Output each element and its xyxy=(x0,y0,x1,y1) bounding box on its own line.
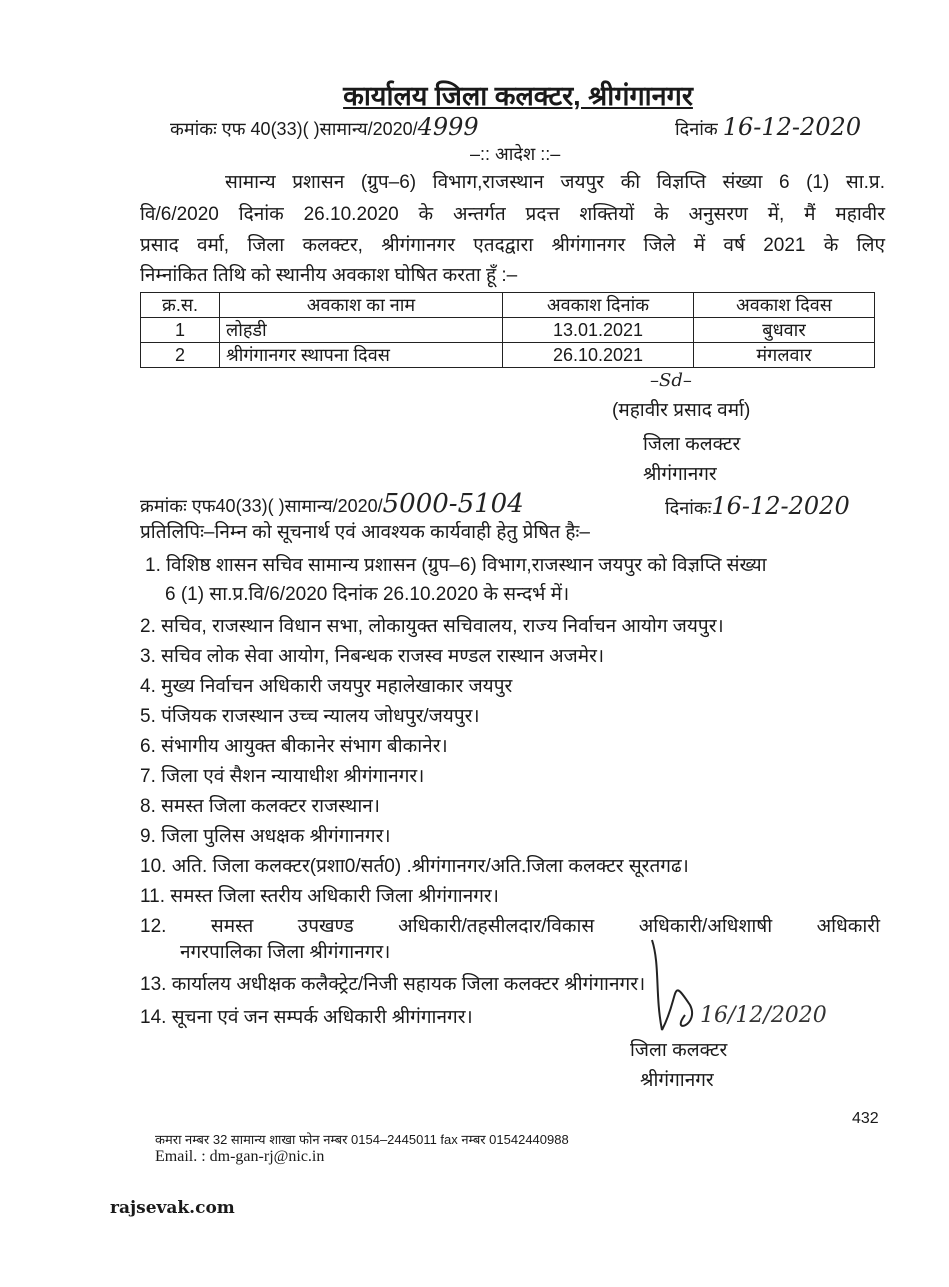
list-item: 12. समस्त उपखण्ड अधिकारी/तहसीलदार/विकास अधिकारी/अधिशाषी अधिकारी xyxy=(140,916,880,937)
copy-reference-handwritten: 5000-5104 xyxy=(382,489,524,519)
list-item: 14. सूचना एवं जन सम्पर्क अधिकारी श्रीगंगानगर। xyxy=(140,1007,473,1028)
list-item: 8. समस्त जिला कलक्टर राजस्थान। xyxy=(140,796,380,817)
header-cell: अवकाश दिनांक xyxy=(503,293,694,318)
page-number: 432 xyxy=(852,1110,879,1127)
table-header xyxy=(141,293,875,318)
copy-reference xyxy=(140,489,524,519)
list-item: 5. पंजियक राजस्थान उच्च न्यालय जोधपुर/जयपुर। xyxy=(140,706,480,727)
sd-mark: –Sd– xyxy=(650,370,692,391)
copy-intro: प्रतिलिपिः–निम्न को सूचनार्थ एवं आवश्यक कार्यवाही हेतु प्रेषित हैः– xyxy=(140,522,590,543)
body-line: प्रसाद वर्मा, जिला कलक्टर, श्रीगंगानगर एतदद्वारा श्रीगंगानगर जिले में वर्ष 2021 के लिए xyxy=(140,235,885,256)
watermark-brand: rajsevak.com xyxy=(110,1198,235,1218)
signatory-designation: जिला कलक्टर xyxy=(643,434,741,455)
signature-date: 16/12/2020 xyxy=(700,1003,827,1028)
order-date xyxy=(675,113,861,141)
copy-date-label: दिनांकः xyxy=(665,498,712,518)
date-handwritten: 16-12-2020 xyxy=(722,113,862,141)
order-heading: –:: आदेश ::– xyxy=(470,144,561,164)
list-item: 9. जिला पुलिस अधक्षक श्रीगंगानगर। xyxy=(140,826,391,847)
copy-designation: जिला कलक्टर xyxy=(630,1040,728,1061)
cell: 1 xyxy=(141,318,220,343)
list-item: 4. मुख्य निर्वाचन अधिकारी जयपुर महालेखाकार जयपुर xyxy=(140,676,513,697)
cell: 26.10.2021 xyxy=(503,343,694,368)
header-cell: क्र.स. xyxy=(141,293,220,318)
copy-place: श्रीगंगानगर xyxy=(640,1070,714,1091)
list-item: नगरपालिका जिला श्रीगंगानगर। xyxy=(180,942,391,963)
reference-handwritten: 4999 xyxy=(417,113,479,141)
footer-email: Email. : dm-gan-rj@nic.in xyxy=(155,1148,325,1165)
list-item: 3. सचिव लोक सेवा आयोग, निबन्धक राजस्व मण्डल रास्थान अजमेर। xyxy=(140,646,605,667)
reference-number xyxy=(170,113,479,141)
list-item: 1. विशिष्ठ शासन सचिव सामान्य प्रशासन (ग्रुप–6) विभाग,राजस्थान जयपुर को विज्ञप्ति संख्या xyxy=(145,555,767,576)
cell: 13.01.2021 xyxy=(503,318,694,343)
cell: मंगलवार xyxy=(694,343,875,368)
cell: बुधवार xyxy=(694,318,875,343)
footer-contact: कमरा नम्बर 32 सामान्य शाखा फोन नम्बर 0154–2445011 fax नम्बर 01542440988 xyxy=(155,1132,569,1147)
copy-date xyxy=(665,492,850,520)
copy-reference-label: क्रमांकः एफ40(33)( )सामान्य/2020/ xyxy=(140,496,383,516)
signatory-name: (महावीर प्रसाद वर्मा) xyxy=(612,400,751,421)
table-row xyxy=(141,343,875,368)
list-item: 13. कार्यालय अधीक्षक कलैक्ट्रेट/निजी सहायक जिला कलक्टर श्रीगंगानगर। xyxy=(140,974,646,995)
list-item: 2. सचिव, राजस्थान विधान सभा, लोकायुक्त सचिवालय, राज्य निर्वाचन आयोग जयपुर। xyxy=(140,616,724,637)
cell: 2 xyxy=(141,343,220,368)
table-row xyxy=(141,318,875,343)
cell: लोहडी xyxy=(220,318,503,343)
signatory-place: श्रीगंगानगर xyxy=(643,464,717,485)
copy-date-handwritten: 16-12-2020 xyxy=(711,492,850,520)
list-item: 11. समस्त जिला स्तरीय अधिकारी जिला श्रीगंगानगर। xyxy=(140,886,499,907)
list-item: 7. जिला एवं सैशन न्यायाधीश श्रीगंगानगर। xyxy=(140,766,425,787)
holiday-table xyxy=(140,292,875,368)
body-line: वि/6/2020 दिनांक 26.10.2020 के अन्तर्गत प्रदत्त शक्तियों के अनुसरण में, मैं महावीर xyxy=(140,204,885,225)
list-item: 6. संभागीय आयुक्त बीकानेर संभाग बीकानेर। xyxy=(140,736,448,757)
list-item: 10. अति. जिला कलक्टर(प्रशा0/सर्त0) .श्रीगंगानगर/अति.जिला कलक्टर सूरतगढ। xyxy=(140,856,689,877)
page-title: कार्यालय जिला कलक्टर, श्रीगंगानगर xyxy=(343,81,693,111)
header-cell: अवकाश दिवस xyxy=(694,293,875,318)
date-label: दिनांक xyxy=(675,119,718,139)
body-line: निम्नांकित तिथि को स्थानीय अवकाश घोषित करता हूँ :– xyxy=(140,265,518,286)
cell: श्रीगंगानगर स्थापना दिवस xyxy=(220,343,503,368)
reference-label: कमांकः एफ 40(33)( )सामान्य/2020/ xyxy=(170,119,418,139)
body-line: सामान्य प्रशासन (ग्रुप–6) विभाग,राजस्थान जयपुर की विज्ञप्ति संख्या 6 (1) सा.प्र. xyxy=(225,172,885,193)
header-cell: अवकाश का नाम xyxy=(220,293,503,318)
list-item: 6 (1) सा.प्र.वि/6/2020 दिनांक 26.10.2020 के सन्दर्भ में। xyxy=(165,584,570,605)
